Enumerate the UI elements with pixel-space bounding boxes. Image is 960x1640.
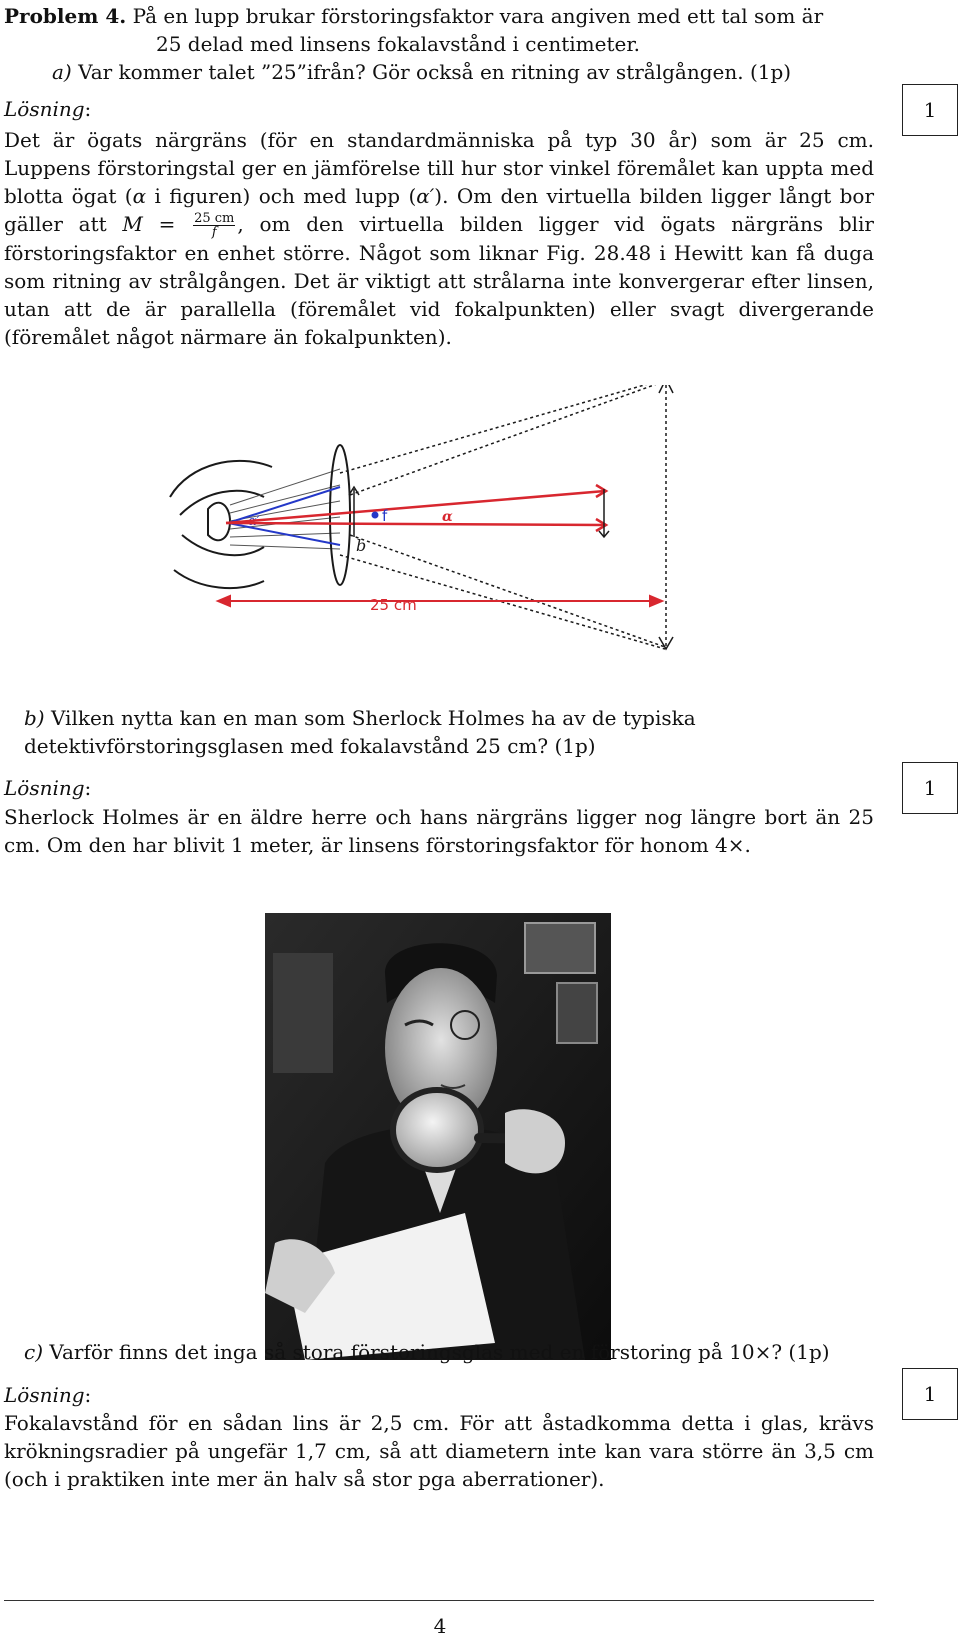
problem-text-line1: På en lupp brukar förstoringsfaktor vara angiven med ett tal som är	[132, 4, 824, 28]
part-a-score: 1	[923, 98, 937, 122]
part-b-score: 1	[923, 776, 937, 800]
part-a-question-text: Var kommer talet ”25”ifrån? Gör också en ritning av strålgången. (1p)	[78, 60, 792, 84]
part-a-answer-p4: , om den virtuella bilden ligger vid ögats närgräns blir förstoringsfaktor en enhet större. Något som liknar Fig. 28.48 i Hewitt kan få duga som ritning av strålgången. Det är viktigt att strålarna inte konvergerar efter linsen, utan att de är parallella (föremålet vid fokalpunkten) eller svagt divergerande (föremålet något närmare än fokalpunkten).	[4, 212, 874, 349]
part-b-solution-label: Lösning:	[4, 776, 92, 800]
part-a-answer	[4, 126, 874, 351]
part-c-letter: c)	[24, 1340, 44, 1364]
problem-label: Problem 4.	[4, 4, 127, 28]
distance-arrow	[218, 596, 662, 606]
ray-diagram	[160, 385, 720, 685]
diagram-alpha-label: α	[442, 509, 453, 525]
magnification-fraction	[193, 212, 235, 239]
alpha-prime-symbol: α′	[416, 184, 435, 208]
diagram-distance-label: 25 cm	[370, 596, 417, 614]
picture-frame	[525, 923, 595, 973]
problem-statement	[4, 2, 874, 58]
page-number: 4	[433, 1614, 447, 1638]
part-c-score-box	[902, 1368, 958, 1420]
part-a-answer-p3: ). Om den virtuella bilden ligger långt bor gäller att	[4, 184, 875, 236]
part-c-question	[4, 1338, 874, 1366]
cheek	[174, 570, 264, 588]
fraction-denominator: f	[211, 225, 217, 240]
red-rays	[226, 485, 606, 531]
part-c-solution-label: Lösning:	[4, 1383, 92, 1407]
fraction-numerator: 25 cm	[194, 211, 235, 226]
equals-sign: =	[142, 212, 192, 236]
lens-bundle-rays	[230, 469, 340, 549]
part-a-answer-p1: Det är ögats närgräns (för en standardmänniska på typ 30 år) som är 25 cm. Luppens förstoringstal ger en jämförelse till hur stor vinkel föremålet kan uppta med blotta ögat (	[4, 128, 874, 208]
loesning-label-a: Lösning	[4, 97, 85, 121]
footer-rule	[4, 1600, 874, 1601]
diagram-f-label: f	[382, 507, 388, 525]
magnifying-glass	[393, 1090, 481, 1170]
part-c-question-text: Varför finns det inga så stora förstoringsglas med en förstoring på 10×? (1p)	[49, 1340, 830, 1364]
background-furniture	[273, 953, 333, 1073]
part-a-letter: a)	[52, 60, 72, 84]
problem-text-line2: 25 delad med linsens fokalavstånd i centimeter.	[156, 32, 641, 56]
part-b-letter: b)	[24, 706, 45, 730]
magnification-symbol: M	[122, 212, 143, 236]
diagram-b-label: b	[356, 536, 367, 555]
part-c-answer: Fokalavstånd för en sådan lins är 2,5 cm. För att åstadkomma detta i glas, krävs krökningsradier på ungefär 1,7 cm, så att diametern inte kan vara större än 3,5 cm (och i praktiken inte mer än halv så stor pga aberrationer).	[4, 1411, 874, 1491]
picture-frame-2	[557, 983, 597, 1043]
part-a-question	[4, 58, 878, 86]
part-b-question	[4, 704, 874, 760]
part-b-question-text: Vilken nytta kan en man som Sherlock Holmes ha av de typiska detektivförstoringsglasen med fokalavstånd 25 cm? (1p)	[24, 706, 696, 758]
part-b-answer: Sherlock Holmes är en äldre herre och hans närgräns ligger nog längre bort än 25 cm. Om den har blivit 1 meter, är linsens förstoringsfaktor för honom 4×.	[4, 805, 874, 857]
focal-point-dot	[372, 512, 379, 519]
part-b-score-box	[902, 762, 958, 814]
sherlock-holmes-photo	[265, 913, 611, 1360]
pupil	[208, 503, 230, 541]
part-a-solution-label: Lösning:	[4, 97, 92, 121]
part-a-score-box	[902, 84, 958, 136]
diagram-alpha-prime-label: α′	[248, 514, 260, 529]
alpha-symbol: α	[132, 184, 147, 208]
loesning-label-b: Lösning	[4, 776, 85, 800]
part-a-answer-p2: i figuren) och med lupp (	[146, 184, 417, 208]
loesning-label-c: Lösning	[4, 1383, 85, 1407]
part-c-score: 1	[923, 1382, 937, 1406]
